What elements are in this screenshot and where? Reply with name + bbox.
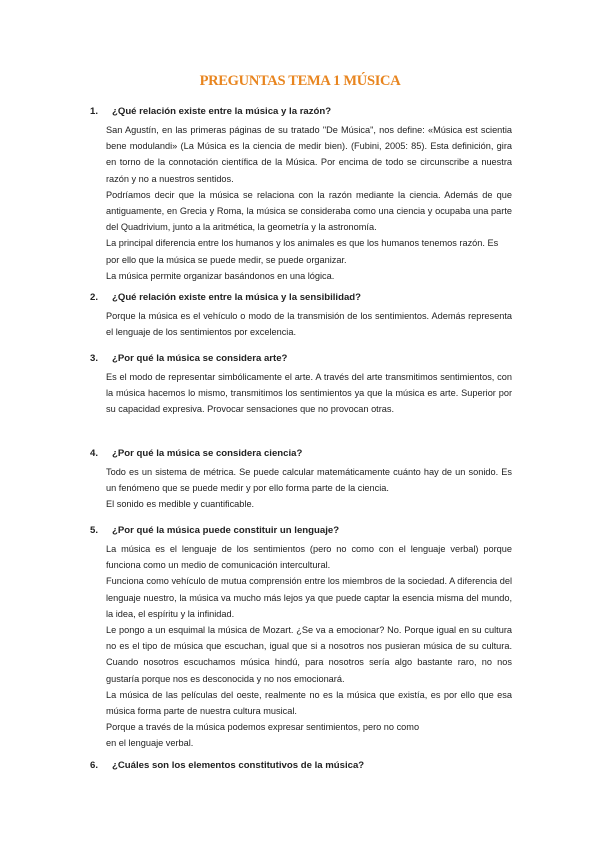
page-title: PREGUNTAS TEMA 1 MÚSICA: [199, 73, 401, 89]
question-heading: [92, 758, 512, 774]
answer-paragraph: Porque la música es el vehículo o modo de la transmisión de los sentimientos. Además representa el lenguaje de los sentimientos por excelencia.: [106, 311, 512, 338]
question-text: ¿Por qué la música se considera ciencia?: [112, 448, 303, 459]
answer-paragraph: Le pongo a un esquimal la música de Mozart. ¿Se va a emocionar? No. Porque igual en su cultura no es el tipo de música que escuchan, igual que si a nosotros nos pusieran música de su cultura. Cuando nosotros escuchamos música hindú, para nosotros sería algo bastante raro, no nos gustaría porque nos es desconocida y no nos emocionará.: [106, 625, 512, 684]
question-text: ¿Qué relación existe entre la música y la sensibilidad?: [112, 292, 362, 303]
answer-paragraph: La música permite organizar basándonos en una lógica.: [106, 270, 335, 281]
question-5: [92, 523, 512, 752]
question-text: ¿Qué relación existe entre la música y la razón?: [112, 106, 332, 117]
question-text: ¿Cuáles son los elementos constitutivos de la música?: [112, 760, 365, 771]
answer-paragraph: San Agustín, en las primeras páginas de su tratado "De Música", nos define: «Música est scientia bene modulandi» (La Música es la ciencia de medir bien). (Fubini, 2005: 85). Esta definición, gira en torno de la connotación científica de la Música. Por encima de todo se circunscribe a nuestra razón y no a nuestros sentidos.: [106, 125, 512, 184]
question-heading: [92, 351, 512, 367]
question-number: 3.: [90, 353, 99, 364]
answer: [106, 464, 512, 513]
question-number: 6.: [90, 760, 99, 771]
question-heading: [92, 104, 512, 120]
answer: [106, 308, 512, 340]
question-number: 1.: [90, 106, 99, 117]
question-6: [92, 758, 512, 774]
question-number: 4.: [90, 448, 99, 459]
question-2: [92, 290, 512, 340]
answer-paragraph: El sonido es medible y cuantificable.: [106, 499, 255, 510]
question-text: ¿Por qué la música se considera arte?: [112, 353, 288, 364]
answer-paragraph: Funciona como vehículo de mutua comprensión entre los miembros de la sociedad. A diferencia del lenguaje nuestro, la música va mucho más lejos ya que puede captar la esencia misma del mundo, la idea, el espíritu y la infinidad.: [106, 576, 512, 619]
answer: [106, 122, 512, 284]
question-heading: [92, 446, 512, 462]
question-3: [92, 351, 512, 418]
question-1: [92, 104, 512, 284]
answer-paragraph: La música es el lenguaje de los sentimientos (pero no como con el lenguaje verbal) porque funciona como un medio de comunicación intercultural.: [106, 544, 512, 571]
answer-paragraph: Todo es un sistema de métrica. Se puede calcular matemáticamente cuánto hay de un sonido. Es un fenómeno que se puede medir y por ello forma parte de la ciencia.: [106, 467, 512, 494]
question-text: ¿Por qué la música puede constituir un lenguaje?: [112, 525, 340, 536]
answer-paragraph: La música de las películas del oeste, realmente no es la música que existía, es por ello que esa música forma parte de nuestra cultura musical.: [106, 689, 512, 717]
answer-paragraph: La principal diferencia entre los humanos y los animales es que los humanos tenemos razón. Es por ello que la música se puede medir, se puede organizar.: [106, 238, 499, 265]
answer-paragraph: en el lenguaje verbal.: [106, 738, 194, 749]
question-number: 2.: [90, 292, 99, 303]
question-heading: [92, 523, 512, 539]
answer-paragraph: Podríamos decir que la música se relaciona con la razón mediante la ciencia. Además de que antiguamente, en Grecia y Roma, la música se consideraba como una ciencia y ocupaba una parte del Quadrivium, junto a la aritmética, la geometría y la astronomía.: [106, 189, 512, 233]
answer-paragraph: Es el modo de representar simbólicamente el arte. A través del arte transmitimos sentimientos, con la música hacemos lo mismo, transmitimos los sentimientos ya que la música es arte. Superior por su capacidad expresiva. Provocar sensaciones que no provocan otras.: [106, 372, 512, 415]
question-number: 5.: [90, 525, 99, 536]
question-heading: [92, 290, 512, 306]
answer: [106, 369, 512, 418]
answer: [106, 541, 512, 752]
question-4: [92, 446, 512, 513]
answer-paragraph: Porque a través de la música podemos expresar sentimientos, pero no como: [106, 722, 420, 733]
